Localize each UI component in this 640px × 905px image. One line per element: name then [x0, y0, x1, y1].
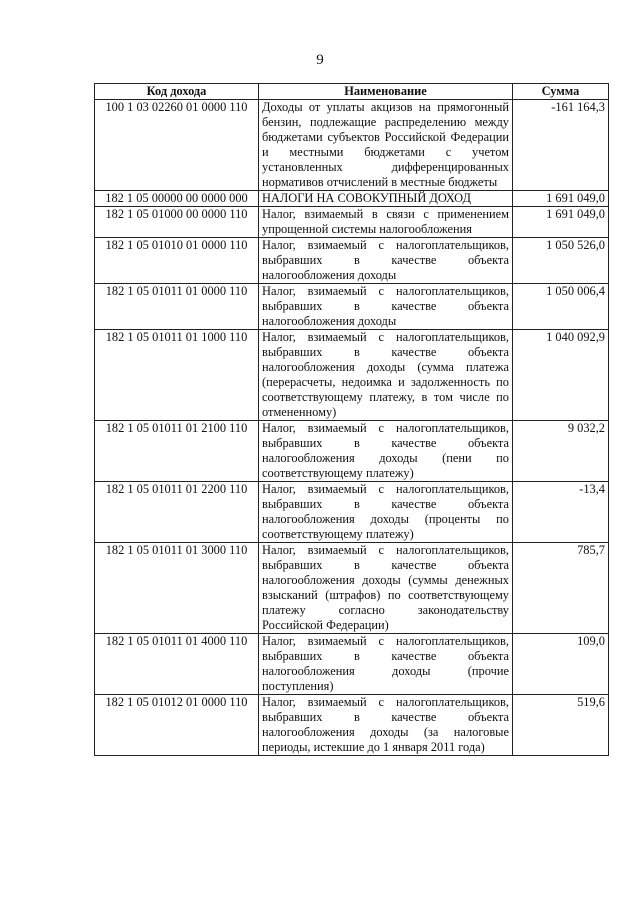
income-sum: 1 050 526,0	[513, 238, 609, 284]
income-code: 182 1 05 01012 01 0000 110	[95, 695, 259, 756]
income-name: Налог, взимаемый с налогоплательщиков, выбравших в качестве объекта налогообложения доходы	[259, 284, 513, 330]
income-code: 182 1 05 01000 00 0000 110	[95, 207, 259, 238]
income-sum: -161 164,3	[513, 100, 609, 191]
table-row	[95, 238, 609, 284]
income-name: Налог, взимаемый с налогоплательщиков, выбравших в качестве объекта налогообложения доходы (прочие поступления)	[259, 634, 513, 695]
income-name: Налог, взимаемый с налогоплательщиков, выбравших в качестве объекта налогообложения доходы (сумма платежа (перерасчеты, недоимка и задолженность по соответствующему платежу, в том числе по отмененному)	[259, 330, 513, 421]
table-row	[95, 191, 609, 207]
income-sum: 9 032,2	[513, 421, 609, 482]
column-header-sum: Сумма	[513, 84, 609, 100]
table-row	[95, 421, 609, 482]
income-sum: 1 691 049,0	[513, 207, 609, 238]
income-code: 182 1 05 01011 01 3000 110	[95, 543, 259, 634]
table-row	[95, 695, 609, 756]
table-row	[95, 284, 609, 330]
income-code: 100 1 03 02260 01 0000 110	[95, 100, 259, 191]
revenue-table	[94, 83, 609, 756]
income-name: Доходы от уплаты акцизов на прямогонный бензин, подлежащие распределению между бюджетами субъектов Российской Федерации и местными бюджетами с учетом установленных дифференцированных нормативов отчислений в местные бюджеты	[259, 100, 513, 191]
income-code: 182 1 05 01010 01 0000 110	[95, 238, 259, 284]
table-row	[95, 482, 609, 543]
income-sum: -13,4	[513, 482, 609, 543]
income-name: Налог, взимаемый с налогоплательщиков, выбравших в качестве объекта налогообложения доходы (пени по соответствующему платежу)	[259, 421, 513, 482]
page-number: 9	[316, 52, 324, 68]
income-sum: 1 040 092,9	[513, 330, 609, 421]
table-row	[95, 330, 609, 421]
income-code: 182 1 05 01011 01 0000 110	[95, 284, 259, 330]
table-row	[95, 100, 609, 191]
table-row	[95, 543, 609, 634]
column-header-name: Наименование	[259, 84, 513, 100]
income-name: Налог, взимаемый с налогоплательщиков, выбравших в качестве объекта налогообложения доходы (суммы денежных взысканий (штрафов) по соответствующему платежу согласно законодательству Российской Федерации)	[259, 543, 513, 634]
income-code: 182 1 05 01011 01 2100 110	[95, 421, 259, 482]
income-code: 182 1 05 00000 00 0000 000	[95, 191, 259, 207]
column-header-code: Код дохода	[95, 84, 259, 100]
table-row	[95, 634, 609, 695]
income-sum: 109,0	[513, 634, 609, 695]
income-sum: 785,7	[513, 543, 609, 634]
table-header-row	[95, 84, 609, 100]
income-sum: 1 691 049,0	[513, 191, 609, 207]
income-name: НАЛОГИ НА СОВОКУПНЫЙ ДОХОД	[259, 191, 513, 207]
income-name: Налог, взимаемый с налогоплательщиков, выбравших в качестве объекта налогообложения доходы (за налоговые периоды, истекшие до 1 января 2011 года)	[259, 695, 513, 756]
income-name: Налог, взимаемый с налогоплательщиков, выбравших в качестве объекта налогообложения доходы	[259, 238, 513, 284]
income-sum: 1 050 006,4	[513, 284, 609, 330]
income-name: Налог, взимаемый с налогоплательщиков, выбравших в качестве объекта налогообложения доходы (проценты по соответствующему платежу)	[259, 482, 513, 543]
income-name: Налог, взимаемый в связи с применением упрощенной системы налогообложения	[259, 207, 513, 238]
income-sum: 519,6	[513, 695, 609, 756]
income-code: 182 1 05 01011 01 4000 110	[95, 634, 259, 695]
income-code: 182 1 05 01011 01 1000 110	[95, 330, 259, 421]
income-code: 182 1 05 01011 01 2200 110	[95, 482, 259, 543]
table-row	[95, 207, 609, 238]
